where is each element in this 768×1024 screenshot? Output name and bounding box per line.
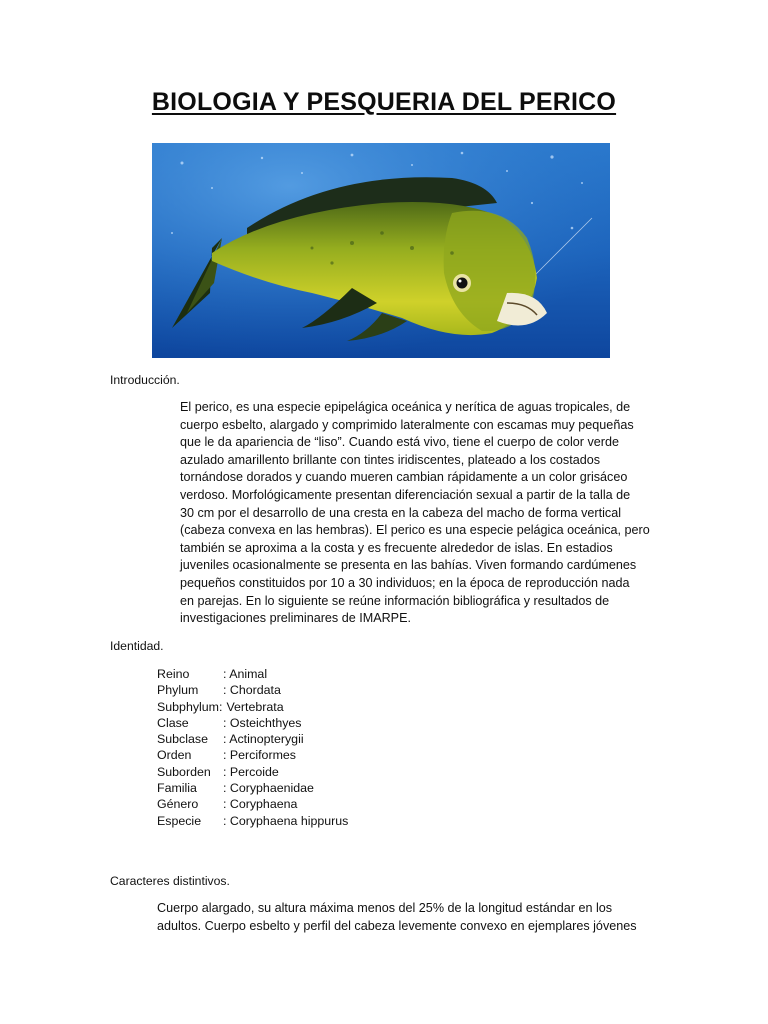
- intro-paragraph: [180, 399, 658, 628]
- taxonomy-value: : Coryphaena hippurus: [223, 813, 349, 828]
- taxonomy-value: : Osteichthyes: [223, 715, 302, 730]
- characters-line: Cuerpo alargado, su altura máxima menos del 25% de la longitud estándar en los: [157, 901, 613, 915]
- taxonomy-value: : Perciformes: [223, 748, 296, 763]
- taxonomy-row: [157, 764, 348, 780]
- taxonomy-rank: Orden: [157, 748, 192, 763]
- intro-line: El perico, es una especie epipelágica oceánica y nerítica de aguas tropicales, de: [180, 400, 631, 414]
- taxonomy-row: [157, 780, 348, 796]
- intro-line: que le da apariencia de “liso”. Cuando está vivo, tiene el cuerpo de color verde: [180, 435, 619, 450]
- intro-line: también se aproxima a la costa y es frecuente alrededor de islas. En estadios: [180, 540, 613, 555]
- intro-line: en parejas. En lo siguiente se reúne información bibliográfica y resultados de: [180, 593, 610, 608]
- intro-line: verdoso. Morfológicamente presentan diferenciación sexual a partir de la talla de: [180, 487, 631, 502]
- taxonomy-rank: Phylum: [157, 683, 199, 698]
- taxonomy-list: [157, 666, 348, 829]
- taxonomy-row: [157, 699, 348, 715]
- taxonomy-value: : Coryphaenidae: [223, 781, 314, 796]
- intro-line: investigaciones preliminares de IMARPE.: [180, 611, 411, 626]
- intro-line: pequeños constituidos por 10 a 30 individuos; en la época de reproducción nada: [180, 575, 630, 590]
- taxonomy-rank: Familia: [157, 781, 197, 796]
- taxonomy-value: : Animal: [223, 667, 268, 681]
- characters-paragraph: [157, 900, 657, 935]
- taxonomy-row: [157, 682, 348, 698]
- taxonomy-row: [157, 813, 348, 829]
- intro-line: 30 cm por el desarrollo de una cresta en la cabeza del macho de forma vertical: [180, 505, 622, 520]
- intro-line: tornándose dorados y cuando mueren cambian rápidamente a un color grisáceo: [180, 470, 628, 485]
- taxonomy-value: : Percoide: [223, 764, 279, 779]
- taxonomy-row: [157, 715, 348, 731]
- taxonomy-row: [157, 731, 348, 747]
- intro-line: (cabeza convexa en las hembras). El perico es una especie pelágica oceánica, pero: [180, 523, 650, 538]
- intro-line: azulado amarillento brillante con tintes iridiscentes, plateado a los costados: [180, 452, 601, 467]
- taxonomy-rank: Género: [157, 797, 199, 812]
- taxonomy-rank: Especie: [157, 813, 202, 828]
- taxonomy-rank: Reino: [157, 667, 190, 681]
- taxonomy-rank: Suborden: [157, 764, 211, 779]
- taxonomy-value: : Chordata: [223, 683, 281, 698]
- mahi-mahi-photo: [152, 143, 610, 358]
- characters-heading: Caracteres distintivos.: [110, 874, 230, 888]
- page-title: BIOLOGIA Y PESQUERIA DEL PERICO: [151, 88, 617, 116]
- intro-line: juveniles ocasionalmente se presenta en las bahías. Viven formando cardúmenes: [180, 558, 637, 573]
- taxonomy-row: [157, 796, 348, 812]
- taxonomy-row: [157, 666, 348, 682]
- taxonomy-rank: Clase: [157, 715, 189, 730]
- taxonomy-rank: Subclase: [157, 732, 208, 747]
- taxonomy-value: : Coryphaena: [223, 797, 298, 812]
- taxonomy-value: : Actinopterygii: [223, 732, 304, 747]
- intro-heading: Introducción.: [110, 373, 180, 387]
- characters-line: adultos. Cuerpo esbelto y perfil del cabeza levemente convexo en ejemplares jóvenes: [157, 918, 637, 933]
- taxonomy-rank: Subphylum:: [157, 699, 223, 714]
- taxonomy-value: Vertebrata: [226, 699, 284, 714]
- identity-heading: Identidad.: [110, 639, 164, 653]
- taxonomy-row: [157, 747, 348, 763]
- fish-illustration: [152, 143, 610, 358]
- intro-line: cuerpo esbelto, alargado y comprimido lateralmente con escamas muy pequeñas: [180, 417, 634, 432]
